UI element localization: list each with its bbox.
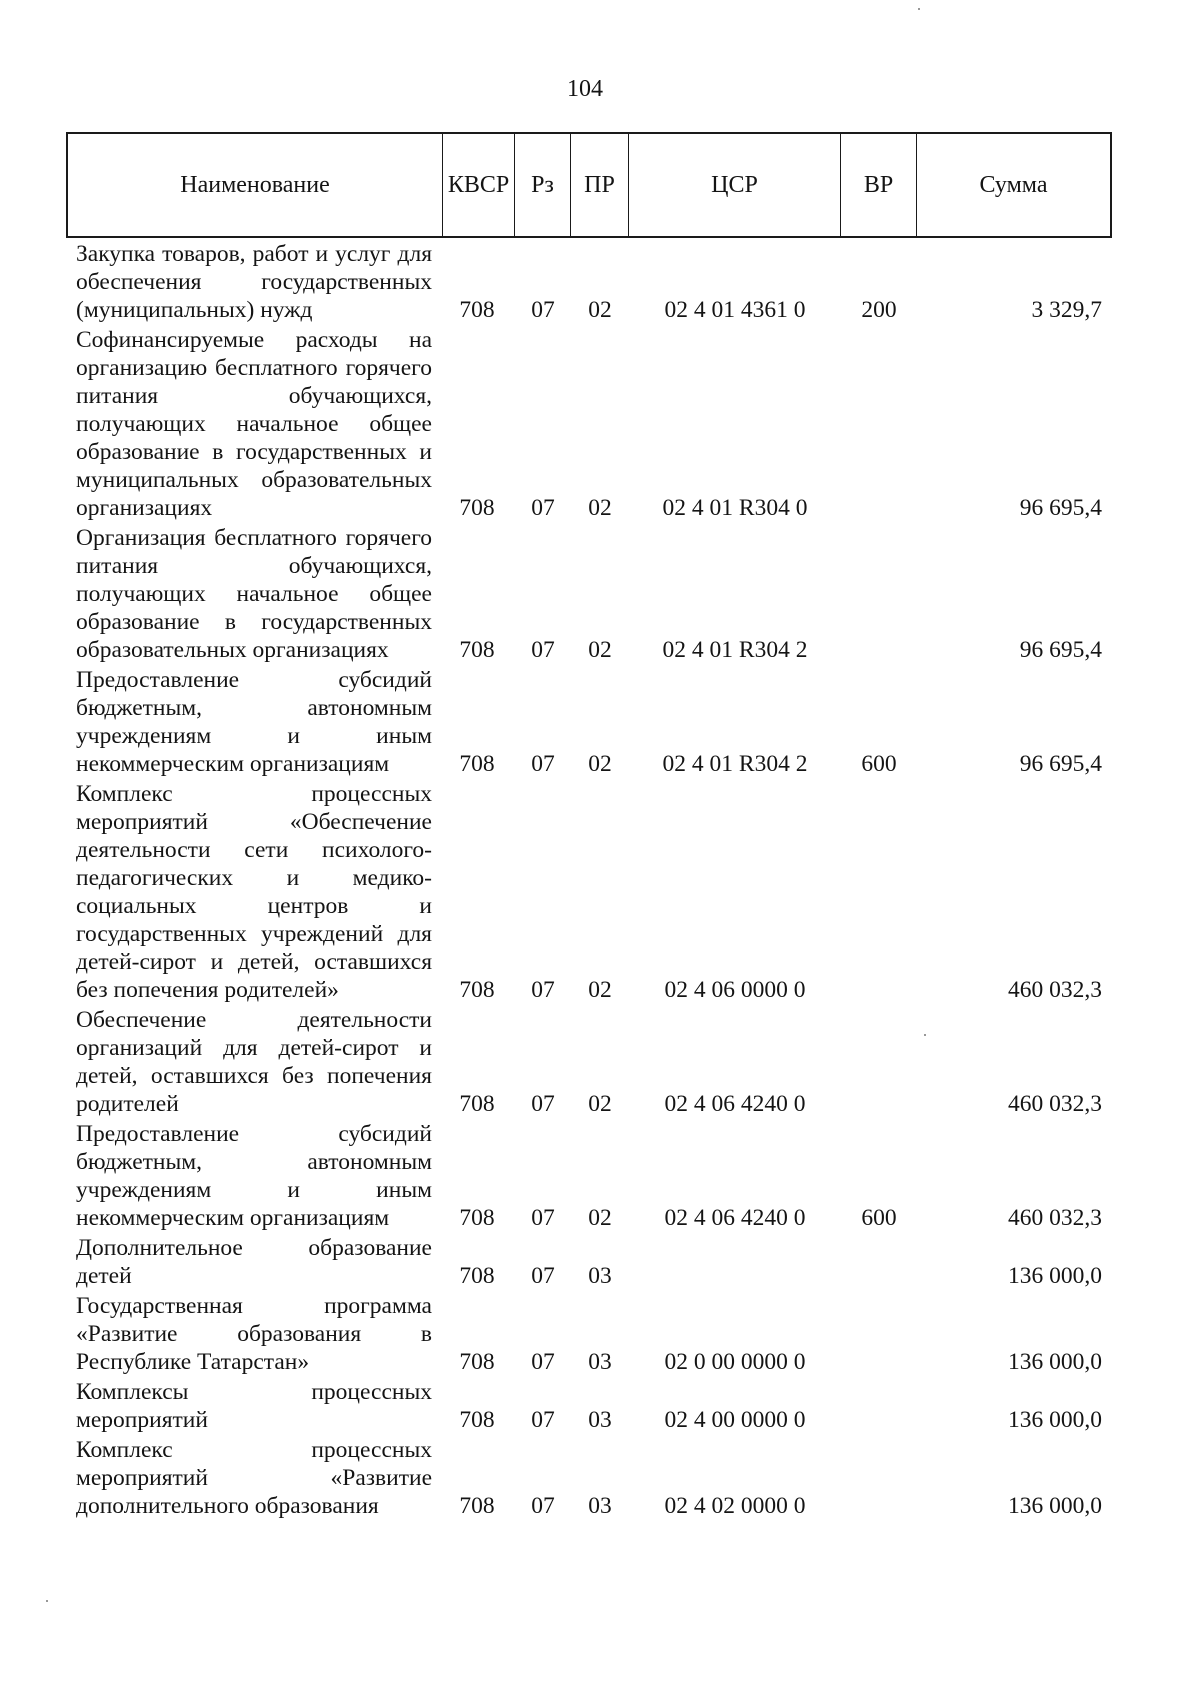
row-csr: 02 4 02 0000 0 xyxy=(664,1493,806,1519)
row-kvsr: 708 xyxy=(459,297,495,323)
row-sum: 136 000,0 xyxy=(1008,1349,1102,1375)
row-csr: 02 4 00 0000 0 xyxy=(664,1407,806,1433)
table-row xyxy=(0,780,1200,1004)
table-row xyxy=(0,326,1200,522)
row-vr: 600 xyxy=(861,1205,897,1231)
row-sum: 460 032,3 xyxy=(1008,977,1102,1003)
row-pr: 03 xyxy=(588,1349,612,1375)
row-vr xyxy=(842,636,916,664)
row-name: Комплекс процессных мероприятий «Развитие дополнительного образования xyxy=(76,1437,432,1519)
row-csr: 02 4 01 R304 2 xyxy=(662,637,808,663)
row-kvsr: 708 xyxy=(459,1263,495,1289)
table-row xyxy=(0,240,1200,324)
row-rz: 07 xyxy=(531,297,555,323)
row-csr: 02 4 01 R304 2 xyxy=(662,751,808,777)
table-row xyxy=(0,524,1200,664)
row-kvsr: 708 xyxy=(459,1407,495,1433)
table-body xyxy=(0,240,1200,1522)
row-rz: 07 xyxy=(531,1349,555,1375)
row-sum: 460 032,3 xyxy=(1008,1091,1102,1117)
row-vr: 200 xyxy=(861,297,897,323)
row-vr: 600 xyxy=(861,751,897,777)
row-csr xyxy=(632,1262,838,1290)
row-vr xyxy=(842,1348,916,1376)
row-kvsr: 708 xyxy=(459,1091,495,1117)
table-row xyxy=(0,1378,1200,1434)
row-rz: 07 xyxy=(531,1263,555,1289)
row-name: Софинансируемые расходы на организацию бесплатного горячего питания обучающихся, получающих начальное общее образование в государственных и муниципальных образовательных организациях xyxy=(76,327,432,521)
row-kvsr: 708 xyxy=(459,495,495,521)
row-pr: 02 xyxy=(588,297,612,323)
table-row xyxy=(0,666,1200,778)
row-rz: 07 xyxy=(531,977,555,1003)
row-kvsr: 708 xyxy=(459,977,495,1003)
row-pr: 02 xyxy=(588,1205,612,1231)
scan-speck xyxy=(918,8,920,10)
row-name: Организация бесплатного горячего питания обучающихся, получающих начальное общее образование в государственных образовательных организациях xyxy=(76,525,432,663)
row-sum: 460 032,3 xyxy=(1008,1205,1102,1231)
header-name: Наименование xyxy=(180,171,330,198)
row-sum: 96 695,4 xyxy=(1019,637,1102,663)
row-kvsr: 708 xyxy=(459,1205,495,1231)
table-header xyxy=(66,132,1112,238)
row-pr: 03 xyxy=(588,1493,612,1519)
row-name: Дополнительное образование детей xyxy=(76,1235,432,1289)
scan-speck xyxy=(924,1034,926,1036)
row-sum: 96 695,4 xyxy=(1019,495,1102,521)
row-csr: 02 4 06 4240 0 xyxy=(664,1205,806,1231)
row-csr: 02 4 06 0000 0 xyxy=(664,977,806,1003)
row-rz: 07 xyxy=(531,1091,555,1117)
row-kvsr: 708 xyxy=(459,751,495,777)
scan-speck xyxy=(46,1600,48,1602)
row-rz: 07 xyxy=(531,751,555,777)
page-number: 104 xyxy=(567,76,603,102)
row-name: Предоставление субсидий бюджетным, автономным учреждениям и иным некоммерческим организациям xyxy=(76,1121,432,1231)
row-rz: 07 xyxy=(531,637,555,663)
row-name: Предоставление субсидий бюджетным, автономным учреждениям и иным некоммерческим организациям xyxy=(76,667,432,777)
row-vr xyxy=(842,1492,916,1520)
row-rz: 07 xyxy=(531,1205,555,1231)
row-name: Обеспечение деятельности организаций для детей-сирот и детей, оставшихся без попечения родителей xyxy=(76,1007,432,1117)
row-sum: 3 329,7 xyxy=(1031,297,1102,323)
row-vr xyxy=(842,494,916,522)
row-csr: 02 4 01 4361 0 xyxy=(664,297,806,323)
row-csr: 02 4 01 R304 0 xyxy=(662,495,808,521)
row-sum: 136 000,0 xyxy=(1008,1407,1102,1433)
row-vr xyxy=(842,1406,916,1434)
table-row xyxy=(0,1436,1200,1520)
row-rz: 07 xyxy=(531,1493,555,1519)
header-pr: ПР xyxy=(570,134,628,236)
header-kvsr: КВСР xyxy=(442,134,514,236)
row-vr xyxy=(842,1262,916,1290)
row-rz: 07 xyxy=(531,1407,555,1433)
row-name: Комплекс процессных мероприятий «Обеспечение деятельности сети психолого-педагогических и медико-социальных центров и государственных учреждений для детей-сирот и детей, оставшихся без попечения родителей» xyxy=(76,781,432,1003)
row-pr: 02 xyxy=(588,495,612,521)
row-kvsr: 708 xyxy=(459,637,495,663)
row-name: Комплексы процессных мероприятий xyxy=(76,1379,432,1433)
row-pr: 03 xyxy=(588,1407,612,1433)
table-row xyxy=(0,1292,1200,1376)
table-row xyxy=(0,1006,1200,1118)
header-vr: ВР xyxy=(840,134,916,236)
row-pr: 03 xyxy=(588,1263,612,1289)
row-name: Государственная программа «Развитие образования в Республике Татарстан» xyxy=(76,1293,432,1375)
row-name: Закупка товаров, работ и услуг для обеспечения государственных (муниципальных) нужд xyxy=(76,241,432,323)
row-kvsr: 708 xyxy=(459,1349,495,1375)
row-sum: 136 000,0 xyxy=(1008,1263,1102,1289)
row-pr: 02 xyxy=(588,1091,612,1117)
header-csr: ЦСР xyxy=(628,134,840,236)
table-row xyxy=(0,1234,1200,1290)
row-kvsr: 708 xyxy=(459,1493,495,1519)
row-csr: 02 4 06 4240 0 xyxy=(664,1091,806,1117)
row-pr: 02 xyxy=(588,637,612,663)
row-sum: 136 000,0 xyxy=(1008,1493,1102,1519)
row-vr xyxy=(842,1090,916,1118)
row-pr: 02 xyxy=(588,977,612,1003)
row-csr: 02 0 00 0000 0 xyxy=(664,1349,806,1375)
table-row xyxy=(0,1120,1200,1232)
header-rz: Рз xyxy=(514,134,570,236)
row-vr xyxy=(842,976,916,1004)
header-sum: Сумма xyxy=(916,134,1110,236)
row-sum: 96 695,4 xyxy=(1019,751,1102,777)
row-pr: 02 xyxy=(588,751,612,777)
row-rz: 07 xyxy=(531,495,555,521)
